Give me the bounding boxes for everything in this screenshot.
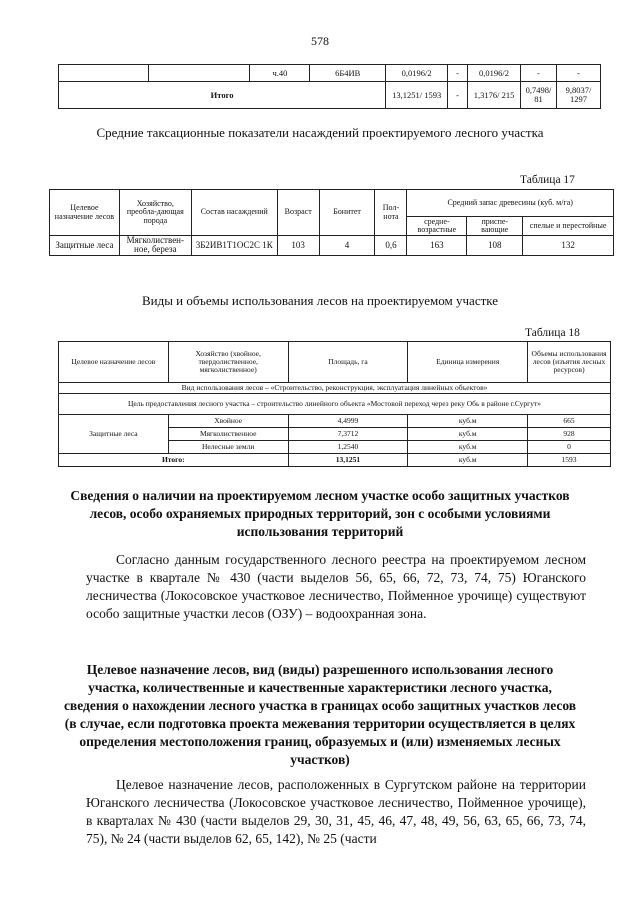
use-type: Вид использования лесов – «Строительство, реконструкция, эксплуатация линейных объектов» [59, 383, 611, 394]
goal-row [59, 394, 611, 415]
paragraph-protected-areas: Согласно данным государственного лесного реестра на проектируемом лесном участке в квартале № 430 (части выделов 56, 65, 66, 72, 73, 74, 75) Юганского лесничества (Локосовское участковое лесничество, Пойменное урочище) существуют особо защитные участки лесов (ОЗУ) – водоохранная зона. [86, 552, 586, 621]
table-cell: 132 [523, 236, 614, 256]
header-stock-mid: средне-возрастные [407, 217, 467, 236]
page-number: 578 [311, 34, 329, 48]
purpose-cell: Защитные леса [59, 415, 169, 454]
use-type-row [59, 383, 611, 394]
table-header-row [59, 342, 611, 383]
table-18-caption: Таблица 18 [525, 327, 580, 339]
table-row [59, 65, 601, 82]
table-header-row [50, 190, 614, 217]
paragraph-forest-purpose: Целевое назначение лесов, расположенных в Сургутском районе на территории Юганского лесничества (Локосовское участковое лесничество, Пойменное урочище), в кварталах № 430 (части выделов 29, 30, 31, 45, 46, 47, 48, 49, 56, 63, 65, 66, 73, 74, 75), № 24 (части выделов 62, 65, 142), № 25 (части [86, 777, 586, 846]
header-age: Возраст [277, 190, 319, 236]
header-stock-ripe: спелые и перестойные [523, 217, 614, 236]
table-cell: - [448, 82, 468, 109]
table-cell: 4 [319, 236, 375, 256]
header-stock: Средний запас древесины (куб. м/га) [407, 190, 614, 217]
table-cell: 1,2540 [288, 441, 408, 454]
header-volume: Объемы использования лесов (изъятия лесных ресурсов) [528, 342, 611, 383]
table-cell: Хвойное [168, 415, 288, 428]
table-17 [49, 189, 614, 256]
table-row [50, 236, 614, 256]
header-bonitet: Бонитет [319, 190, 375, 236]
section-title-forest-purpose: Целевое назначение лесов, вид (виды) разрешенного использования лесного участка, количественные и качественные характеристики лесного участка, сведения о нахождении лесного участка в границах особо защитных участков лесов (в случае, если подготовка проекта межевания территории осуществляется в целях определения местоположения границ, образуемых и (или) изменяемых лесных участков) [63, 662, 577, 767]
table-cell: 7,3712 [288, 428, 408, 441]
table-cell: Нелесные земли [168, 441, 288, 454]
table-cell: Мягколиственное [168, 428, 288, 441]
heading-average-indicators: Средние таксационные показатели насаждений проектируемого лесного участка [96, 125, 544, 140]
table-row [59, 415, 611, 428]
table-cell: - [448, 65, 468, 82]
table-cell: Защитные леса [50, 236, 120, 256]
header-purpose: Целевое назначение лесов [59, 342, 169, 383]
table-cell: 4,4999 [288, 415, 408, 428]
header-unit: Единица измерения [408, 342, 528, 383]
table-cell: Мягколиствен-ное, береза [119, 236, 191, 256]
header-composition: Состав насаждений [191, 190, 277, 236]
header-section: Хозяйство, преобла-дающая порода [119, 190, 191, 236]
total-row [59, 82, 601, 109]
table-cell [59, 65, 149, 82]
header-density: Пол-нота [375, 190, 407, 236]
table-cell: 103 [277, 236, 319, 256]
table-cell: 0,7498/ 81 [520, 82, 556, 109]
total-volume: 1593 [528, 454, 611, 467]
header-stock-pre: приспе-вающие [467, 217, 523, 236]
total-area: 13,1251 [288, 454, 408, 467]
table-cell: 6Б4ИВ [310, 65, 386, 82]
header-area: Площадь, га [288, 342, 408, 383]
table-cell: 665 [528, 415, 611, 428]
total-row [59, 454, 611, 467]
table-18 [58, 341, 611, 467]
table-cell: 3Б2ИВ1Т1ОС2С 1К [191, 236, 277, 256]
table-cell: 0,0196/2 [468, 65, 521, 82]
total-label: Итого: [59, 454, 289, 467]
table-cell: ч.40 [250, 65, 310, 82]
table-17-caption: Таблица 17 [520, 174, 575, 186]
table-cell: 13,1251/ 1593 [386, 82, 448, 109]
table-cell: - [556, 65, 600, 82]
total-unit: куб.м [408, 454, 528, 467]
header-purpose: Целевое назначение лесов [50, 190, 120, 236]
table-cell: 0,0196/2 [386, 65, 448, 82]
previous-table-continuation [58, 64, 601, 109]
table-cell: куб.м [408, 415, 528, 428]
section-title-protected-areas: Сведения о наличии на проектируемом лесном участке особо защитных участков лесов, особо охраняемых природных территорий, зон с особыми условиями использования территорий [70, 488, 570, 539]
table-cell: 928 [528, 428, 611, 441]
table-cell: 163 [407, 236, 467, 256]
table-cell [148, 65, 250, 82]
table-cell: 0,6 [375, 236, 407, 256]
table-cell: куб.м [408, 441, 528, 454]
table-cell: 1,3176/ 215 [468, 82, 521, 109]
table-cell: 0 [528, 441, 611, 454]
heading-forest-use: Виды и объемы использования лесов на проектируемом участке [141, 293, 499, 308]
table-cell: 9,8037/ 1297 [556, 82, 600, 109]
table-cell: - [520, 65, 556, 82]
table-cell: куб.м [408, 428, 528, 441]
table-cell: 108 [467, 236, 523, 256]
header-section: Хозяйство (хвойное, твердолиственное, мягколиственное) [168, 342, 288, 383]
total-label: Итого [59, 82, 386, 109]
goal: Цель предоставления лесного участка – строительство линейного объекта «Мостовой переход через реку Обь в районе г.Сургут» [59, 394, 611, 415]
